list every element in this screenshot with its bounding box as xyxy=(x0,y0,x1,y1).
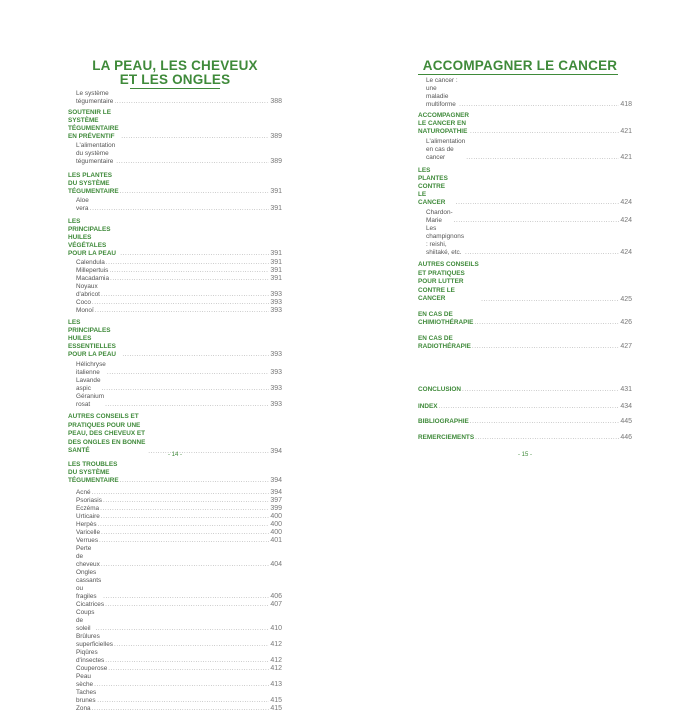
toc-entry-label: Zona xyxy=(76,704,91,712)
dot-leader xyxy=(92,489,270,497)
toc-entry-label: Psoriasis xyxy=(76,496,102,504)
dot-leader xyxy=(120,477,270,485)
dot-leader xyxy=(101,291,269,299)
title-underline xyxy=(130,88,220,89)
toc-entry-page: 393 xyxy=(270,299,282,306)
toc-section-entry[interactable] xyxy=(418,418,632,426)
dot-leader xyxy=(116,158,269,166)
toc-entry-label: Taches brunes xyxy=(76,688,97,704)
chapter-title xyxy=(68,59,282,87)
toc-entry-page: 424 xyxy=(620,249,632,256)
toc-entry-label: AUTRES CONSEILS ET PRATIQUES POUR LUTTER CONTRE LE CANCER xyxy=(418,261,479,302)
toc-entry-label: LES PLANTES DU SYSTÈME TÉGUMENTAIRE xyxy=(68,172,119,195)
toc-entry-page: 394 xyxy=(270,488,282,496)
toc-entry-page: 404 xyxy=(270,560,282,568)
dot-leader xyxy=(109,267,269,275)
toc-entry[interactable] xyxy=(426,209,632,225)
dot-leader xyxy=(106,259,270,267)
dot-leader xyxy=(122,351,269,359)
toc-section-entry[interactable] xyxy=(68,413,282,456)
toc-entry-label: LES PRINCIPALES HUILES VÉGÉTALES POUR LA PEAU xyxy=(68,218,117,257)
toc-entry-label: EN CAS DE RADIOTHÉRAPIE xyxy=(418,334,471,350)
toc-entry-page: 391 xyxy=(270,259,282,266)
toc-entry[interactable] xyxy=(76,361,282,377)
toc-entry[interactable] xyxy=(76,505,282,513)
toc-entry-page: 391 xyxy=(270,267,282,274)
toc-section-entry[interactable] xyxy=(68,172,282,196)
dot-leader xyxy=(100,505,269,513)
toc-entry-label: Géranium rosat xyxy=(76,393,105,408)
toc-entry-label: Varicelle xyxy=(76,528,101,536)
toc-entry-page: 388 xyxy=(270,98,282,105)
toc-entry-label: ACCOMPAGNER LE CANCER EN NATUROPATHIE xyxy=(418,112,470,135)
dot-leader xyxy=(481,296,619,304)
dot-leader xyxy=(107,369,269,377)
toc-section-entry[interactable] xyxy=(418,261,632,304)
toc-entry-page: 394 xyxy=(270,447,282,455)
toc-entry[interactable] xyxy=(76,569,282,601)
toc-entry[interactable] xyxy=(76,529,282,537)
toc-entry-page: 391 xyxy=(270,275,282,282)
toc-section-entry[interactable] xyxy=(68,319,282,359)
toc-entry-label: Le cancer : une maladie multiforme xyxy=(426,77,458,108)
toc-entry-page: 389 xyxy=(270,133,282,140)
toc-entry-label: Noyaux d'abricot xyxy=(76,283,100,298)
toc-entry-page: 389 xyxy=(270,158,282,165)
toc-entry-label: BIBLIOGRAPHIE xyxy=(418,417,469,425)
toc-entry-label: Coups de soleil xyxy=(76,608,95,632)
toc-entry-label: Piqûres d'insectes xyxy=(76,648,105,664)
right-page xyxy=(350,0,700,479)
toc-entry-page: 415 xyxy=(270,704,282,712)
toc-entry[interactable] xyxy=(76,267,282,275)
dot-leader xyxy=(105,401,269,409)
dot-leader xyxy=(99,537,269,545)
dot-leader xyxy=(101,529,269,537)
toc-entry-page: 421 xyxy=(620,128,632,135)
toc-entry-page: 393 xyxy=(270,401,282,408)
toc-entry-label: L'alimentation du système tégumentaire xyxy=(76,142,116,165)
toc-entry-page: 407 xyxy=(270,600,282,608)
dot-leader xyxy=(474,319,619,327)
toc-entry[interactable] xyxy=(76,497,282,505)
toc-entry-page: 412 xyxy=(270,656,282,664)
toc-entry[interactable] xyxy=(76,601,282,609)
toc-entry[interactable] xyxy=(76,649,282,665)
toc-list xyxy=(68,90,282,713)
toc-entry[interactable] xyxy=(426,77,632,109)
toc-entry-page: 393 xyxy=(270,369,282,376)
page-number: - 14 - xyxy=(167,452,182,458)
toc-entry[interactable] xyxy=(76,689,282,705)
toc-entry-label: Urticaire xyxy=(76,512,100,520)
dot-leader xyxy=(103,497,269,505)
toc-entry-label: INDEX xyxy=(418,402,438,410)
toc-entry-label: Coco xyxy=(76,299,91,306)
toc-entry[interactable] xyxy=(76,633,282,649)
toc-section-entry[interactable] xyxy=(418,434,632,442)
toc-entry[interactable] xyxy=(76,665,282,673)
toc-entry-page: 434 xyxy=(620,402,632,410)
toc-entry-label: Perte de cheveux xyxy=(76,544,100,568)
toc-entry-label: Aloe vera xyxy=(76,197,89,212)
dot-leader xyxy=(466,154,619,162)
toc-section-entry[interactable] xyxy=(418,112,632,136)
dot-leader xyxy=(459,101,619,109)
toc-entry-page: 410 xyxy=(270,624,282,632)
dot-leader xyxy=(92,299,269,307)
toc-entry[interactable] xyxy=(76,299,282,307)
dot-leader xyxy=(439,403,620,411)
toc-entry[interactable] xyxy=(76,90,282,106)
toc-entry-label: AUTRES CONSEILS ET PRATIQUES POUR UNE PEAU, DES CHEVEUX ET DES ONGLES EN BONNE SANTÉ xyxy=(68,413,146,454)
toc-entry-page: 431 xyxy=(620,385,632,393)
toc-entry-page: 446 xyxy=(620,433,632,441)
toc-entry-page: 406 xyxy=(270,592,282,600)
toc-entry-label: REMERCIEMENTS xyxy=(418,433,475,441)
dot-leader xyxy=(454,217,620,225)
toc-entry-label: LES PLANTES CONTRE LE CANCER xyxy=(418,167,448,206)
toc-entry[interactable] xyxy=(76,545,282,569)
toc-entry-label: L'alimentation en cas de cancer xyxy=(426,138,466,161)
toc-entry-page: 400 xyxy=(270,528,282,536)
toc-entry[interactable] xyxy=(76,705,282,713)
toc-entry-page: 415 xyxy=(270,696,282,704)
toc-entry-label: Les champignons : reishi, shiitaké, etc. xyxy=(426,225,465,256)
dot-leader xyxy=(101,513,270,521)
toc-entry-page: 393 xyxy=(270,385,282,392)
toc-entry-page: 424 xyxy=(620,217,632,224)
toc-entry-page: 393 xyxy=(270,291,282,298)
dot-leader xyxy=(465,249,619,257)
toc-section-entry[interactable] xyxy=(418,335,632,351)
dot-leader xyxy=(462,386,619,394)
dot-leader xyxy=(110,275,269,283)
chapter-title-line-2: ET LES ONGLES xyxy=(119,72,231,87)
toc-entry-page: 424 xyxy=(620,199,632,206)
toc-entry-label: Peau sèche xyxy=(76,672,94,688)
toc-entry-page: 400 xyxy=(270,520,282,528)
toc-section-entry[interactable] xyxy=(418,167,632,207)
toc-entry[interactable] xyxy=(76,489,282,497)
dot-leader xyxy=(470,128,619,136)
toc-entry-label: Brûlures superficielles xyxy=(76,632,113,648)
toc-entry-label: CONCLUSION xyxy=(418,385,461,393)
dot-leader xyxy=(95,307,270,315)
toc-entry-page: 397 xyxy=(270,496,282,504)
toc-entry-page: 401 xyxy=(270,536,282,544)
toc-entry-label: LES PRINCIPALES HUILES ESSENTIELLES POUR LA PEAU xyxy=(68,319,117,358)
toc-entry[interactable] xyxy=(426,225,632,257)
toc-entry-page: 399 xyxy=(270,504,282,512)
toc-entry[interactable] xyxy=(76,283,282,299)
toc-entry-label: Verrues xyxy=(76,536,99,544)
toc-section-entry[interactable] xyxy=(418,403,632,411)
toc-entry-label: Ongles cassants ou fragiles xyxy=(76,568,102,600)
toc-entry-page: 393 xyxy=(270,307,282,314)
dot-leader xyxy=(90,205,270,213)
dot-leader xyxy=(102,385,270,393)
toc-entry[interactable] xyxy=(76,377,282,393)
dot-leader xyxy=(120,188,270,196)
toc-entry[interactable] xyxy=(76,537,282,545)
toc-entry[interactable] xyxy=(76,142,282,166)
toc-entry[interactable] xyxy=(76,275,282,283)
toc-entry-label: Le système tégumentaire xyxy=(76,90,114,105)
toc-entry-page: 400 xyxy=(270,512,282,520)
toc-entry-label: Monoï xyxy=(76,307,94,314)
toc-entry-label: LES TROUBLES DU SYSTÈME TÉGUMENTAIRE xyxy=(68,460,119,484)
dot-leader xyxy=(101,561,270,569)
toc-entry[interactable] xyxy=(76,393,282,409)
dot-leader xyxy=(456,199,620,207)
toc-entry-page: 425 xyxy=(620,295,632,303)
chapter-title: ACCOMPAGNER LE CANCER xyxy=(422,58,618,73)
toc-entry-page: 412 xyxy=(270,664,282,672)
toc-entry-label: Millepertuis xyxy=(76,267,109,274)
toc-entry[interactable] xyxy=(76,197,282,213)
toc-section-entry[interactable] xyxy=(418,386,632,394)
dot-leader xyxy=(475,434,619,442)
dot-leader xyxy=(103,593,269,601)
toc-entry-label: EN CAS DE CHIMIOTHÉRAPIE xyxy=(418,310,474,326)
dot-leader xyxy=(120,250,269,258)
toc-entry-page: 394 xyxy=(270,476,282,484)
toc-entry-label: Macadamia xyxy=(76,275,110,282)
toc-entry-page: 391 xyxy=(270,188,282,195)
toc-entry-label: Acné xyxy=(76,488,91,496)
toc-entry[interactable] xyxy=(426,138,632,162)
toc-entry[interactable] xyxy=(76,521,282,529)
dot-leader xyxy=(94,681,269,689)
toc-entry-page: 391 xyxy=(270,205,282,212)
toc-list xyxy=(418,77,632,442)
dot-leader xyxy=(472,343,619,351)
toc-entry-page: 427 xyxy=(620,342,632,350)
toc-entry-label: Eczéma xyxy=(76,504,100,512)
toc-entry[interactable] xyxy=(76,513,282,521)
dot-leader xyxy=(97,697,269,705)
toc-entry[interactable] xyxy=(76,307,282,315)
toc-entry-label: Couperose xyxy=(76,664,108,672)
toc-entry-label: Chardon-Marie xyxy=(426,209,453,224)
toc-section-entry[interactable] xyxy=(68,109,282,141)
toc-entry-label: Lavande aspic xyxy=(76,377,101,392)
dot-leader xyxy=(105,657,269,665)
toc-entry-page: 421 xyxy=(620,154,632,161)
toc-entry-label: Herpès xyxy=(76,520,97,528)
toc-entry-label: SOUTENIR LE SYSTÈME TÉGUMENTAIRE EN PRÉVENTIF xyxy=(68,109,119,140)
toc-entry-page: 426 xyxy=(620,318,632,326)
toc-entry-label: Calendula xyxy=(76,259,105,266)
dot-leader xyxy=(470,418,620,426)
toc-entry-label: Cicatrices xyxy=(76,600,105,608)
toc-entry[interactable] xyxy=(76,673,282,689)
dot-leader xyxy=(108,665,269,673)
toc-entry-page: 418 xyxy=(620,101,632,108)
toc-entry[interactable] xyxy=(76,259,282,267)
toc-entry-label: Hélichryse italienne xyxy=(76,361,106,376)
dot-leader xyxy=(121,133,269,141)
toc-entry-page: 391 xyxy=(270,250,282,257)
dot-leader xyxy=(98,521,270,529)
toc-entry-page: 413 xyxy=(270,680,282,688)
page-number: - 15 - xyxy=(517,452,532,458)
dot-leader xyxy=(114,98,269,106)
toc-entry-page: 412 xyxy=(270,640,282,648)
toc-entry-page: 393 xyxy=(270,351,282,358)
dot-leader xyxy=(95,625,269,633)
toc-entry-page: 445 xyxy=(620,417,632,425)
chapter-title-line-1: LA PEAU, LES CHEVEUX xyxy=(92,58,258,73)
dot-leader xyxy=(105,601,269,609)
toc-section-entry[interactable] xyxy=(68,461,282,485)
toc-section-entry[interactable] xyxy=(418,311,632,327)
toc-section-entry[interactable] xyxy=(68,218,282,258)
dot-leader xyxy=(92,705,270,713)
dot-leader xyxy=(114,641,269,649)
left-page xyxy=(0,0,350,712)
title-underline xyxy=(418,74,618,75)
toc-entry[interactable] xyxy=(76,609,282,633)
